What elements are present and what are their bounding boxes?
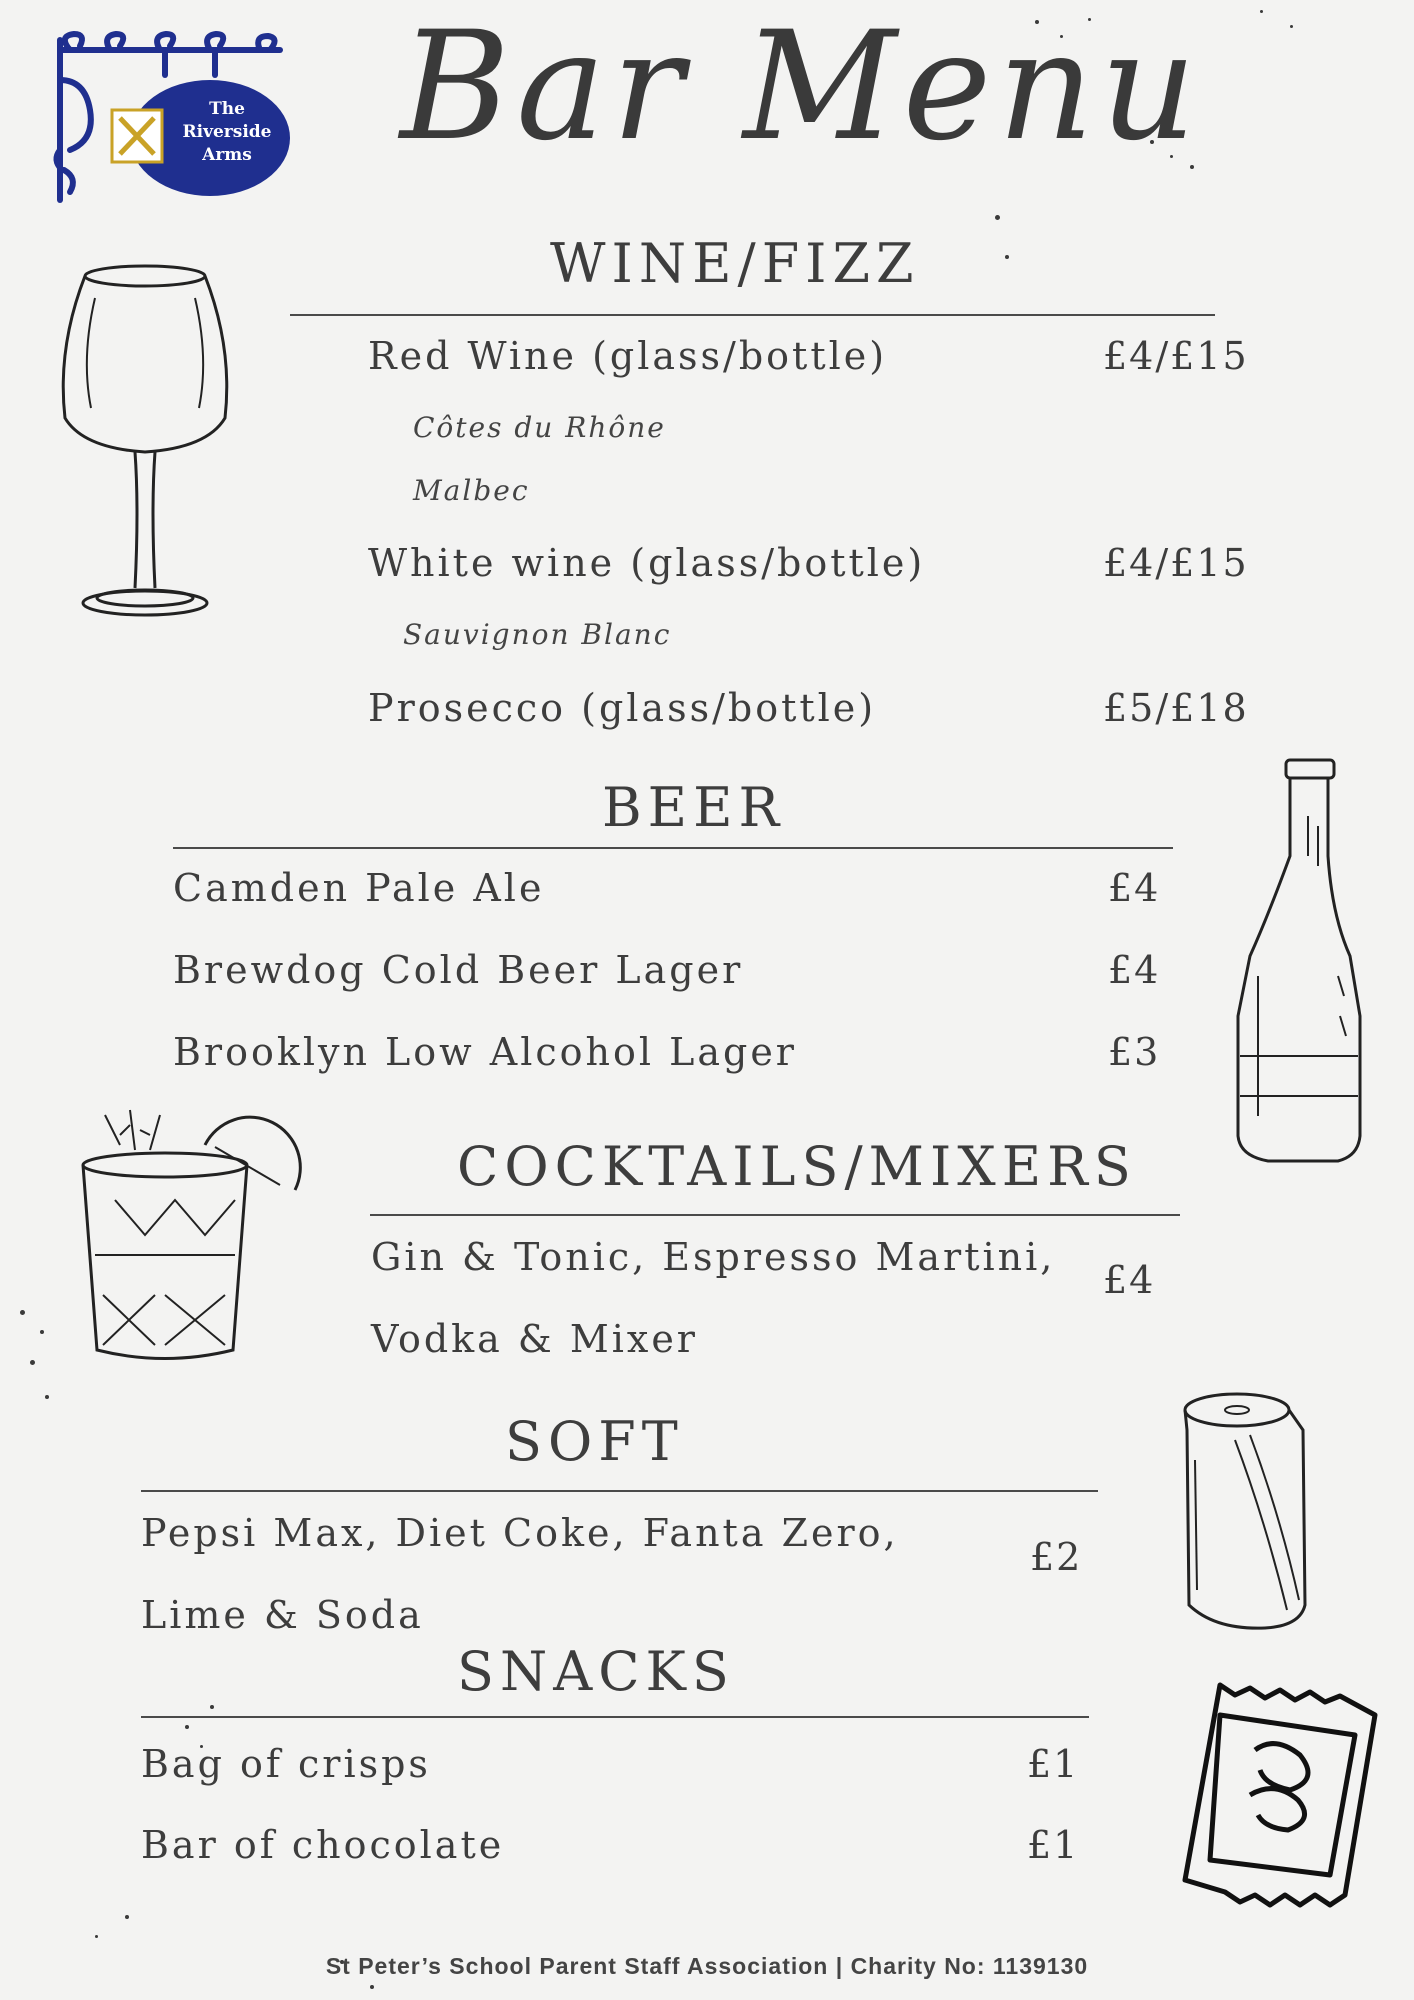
beer-item-brewdog: Brewdog Cold Beer Lager — [173, 948, 744, 992]
soda-can-icon — [1175, 1390, 1330, 1640]
beer-item-camden: Camden Pale Ale — [173, 866, 545, 910]
red-variety-2: Malbec — [413, 474, 530, 507]
soft-section-heading: SOFT — [505, 1410, 684, 1473]
soft-price: £2 — [1030, 1535, 1083, 1579]
wine-item-prosecco: Prosecco (glass/bottle) — [368, 686, 877, 730]
snacks-item-chocolate: Bar of chocolate — [141, 1823, 505, 1867]
crisps-bag-icon — [1180, 1680, 1380, 1920]
beer-section-heading: BEER — [602, 776, 786, 839]
beer-bottle-icon — [1228, 756, 1378, 1168]
cocktails-line-2: Vodka & Mixer — [371, 1317, 698, 1361]
logo-line-2: Riverside — [182, 122, 272, 142]
wine-item-prosecco-price: £5/£18 — [1103, 686, 1249, 730]
logo — [50, 30, 290, 210]
cocktails-section-heading: COCKTAILS/MIXERS — [457, 1135, 1137, 1198]
wine-divider — [290, 314, 1215, 316]
cocktail-glass-icon — [75, 1105, 330, 1365]
beer-item-brewdog-price: £4 — [1108, 948, 1161, 992]
logo-line-3: Arms — [202, 145, 252, 165]
snacks-item-crisps: Bag of crisps — [141, 1742, 431, 1786]
cocktails-price: £4 — [1103, 1258, 1156, 1302]
wine-section-heading: WINE/FIZZ — [550, 232, 920, 295]
beer-item-brooklyn-price: £3 — [1108, 1030, 1161, 1074]
red-variety-1: Côtes du Rhône — [413, 411, 666, 444]
logo-line-1: The — [209, 99, 245, 119]
beer-divider — [173, 847, 1173, 849]
white-variety-1: Sauvignon Blanc — [403, 618, 672, 651]
cocktails-divider — [370, 1214, 1180, 1216]
soft-divider — [141, 1490, 1098, 1492]
wine-item-white: White wine (glass/bottle) — [368, 541, 926, 585]
wine-item-white-price: £4/£15 — [1103, 541, 1249, 585]
cocktails-line-1: Gin & Tonic, Espresso Martini, — [371, 1235, 1056, 1279]
snacks-section-heading: SNACKS — [457, 1640, 735, 1703]
snacks-item-chocolate-price: £1 — [1027, 1823, 1080, 1867]
beer-item-camden-price: £4 — [1108, 866, 1161, 910]
logo-text — [172, 98, 282, 167]
wine-glass-icon — [55, 258, 235, 638]
wine-item-red: Red Wine (glass/bottle) — [368, 334, 888, 378]
footer-credit: St Peter’s School Parent Staff Association | Charity No: 1139130 — [325, 1953, 1089, 1979]
page-title: Bar Menu — [400, 0, 1203, 174]
soft-line-1: Pepsi Max, Diet Coke, Fanta Zero, — [141, 1511, 899, 1555]
snacks-item-crisps-price: £1 — [1027, 1742, 1080, 1786]
snacks-divider — [141, 1716, 1089, 1718]
wine-item-red-price: £4/£15 — [1103, 334, 1249, 378]
beer-item-brooklyn: Brooklyn Low Alcohol Lager — [173, 1030, 797, 1074]
soft-line-2: Lime & Soda — [141, 1593, 424, 1637]
